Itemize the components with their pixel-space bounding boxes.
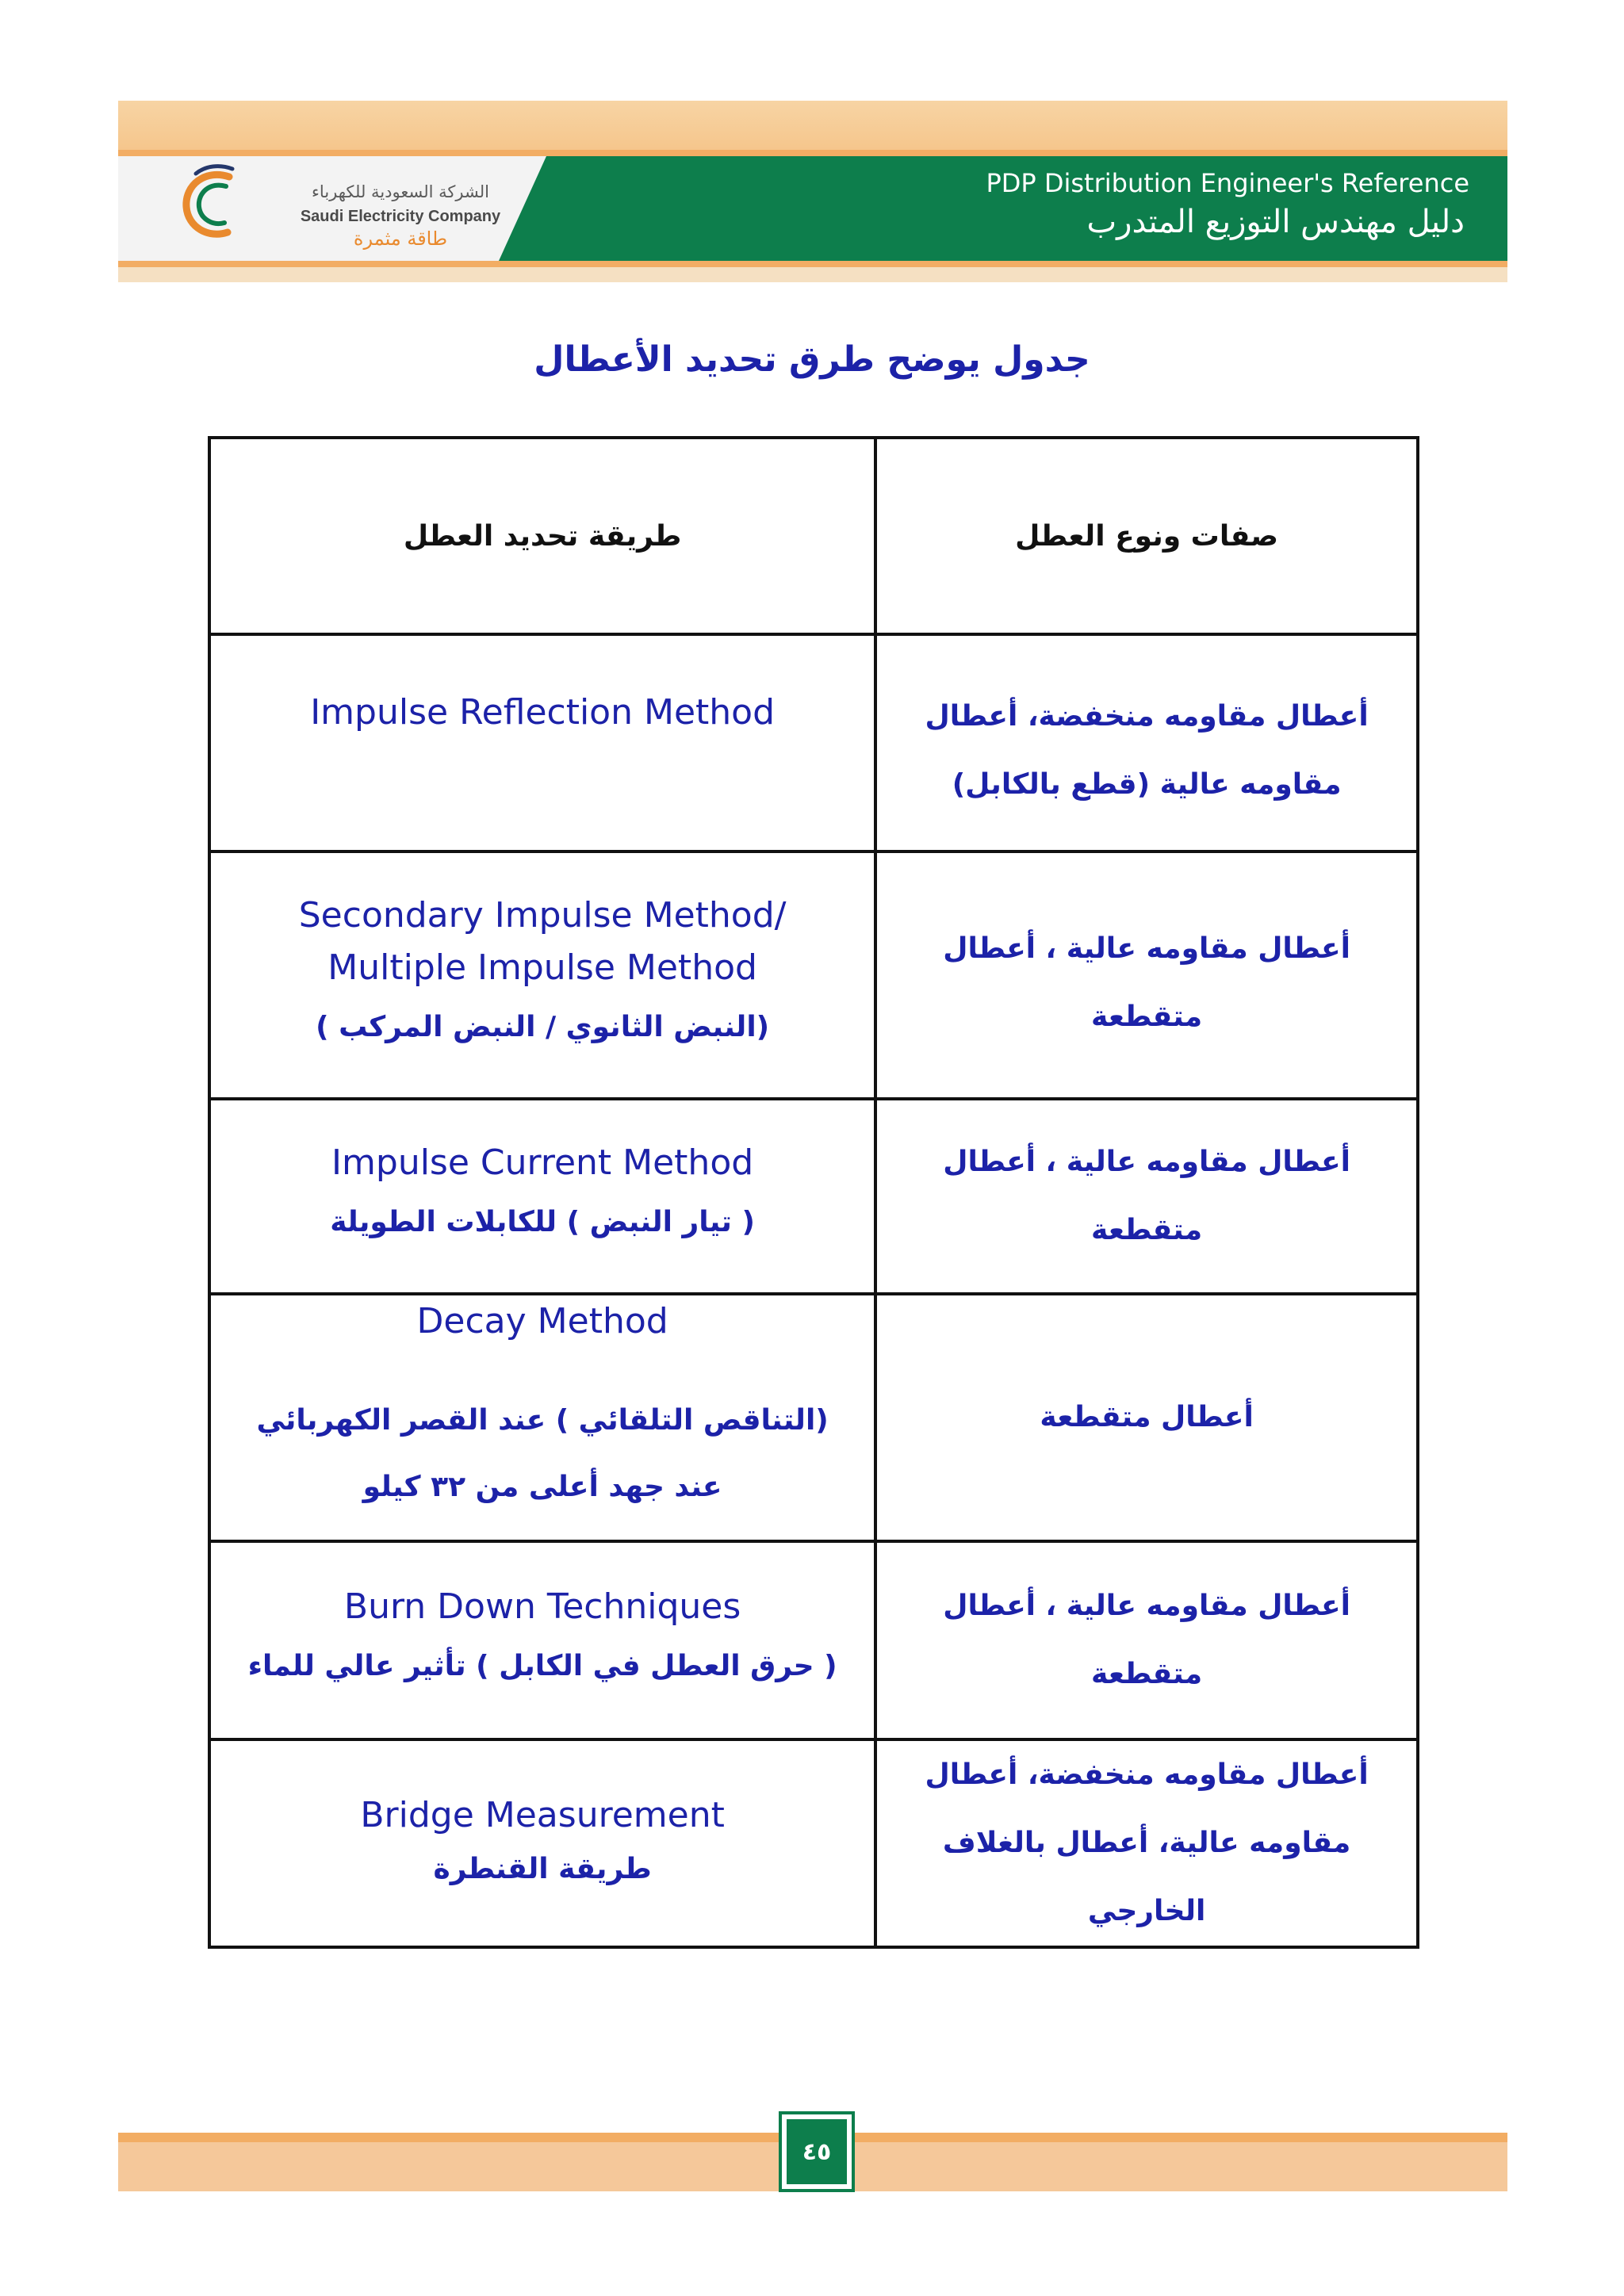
page-title: جدول يوضح طرق تحديد الأعطال xyxy=(534,339,1090,380)
method-en-line: Decay Method xyxy=(416,1301,668,1341)
fault-type-line: أعطال مقاومه عالية ، أعطال xyxy=(943,1590,1350,1622)
table-row xyxy=(209,1541,1418,1739)
method-ar-line: طريقة القنطرة xyxy=(433,1853,652,1885)
fault-type-cell xyxy=(875,1099,1418,1294)
fault-type-line: متقطعة xyxy=(1091,1001,1203,1033)
fault-type-line: متقطعة xyxy=(1091,1214,1203,1246)
fault-type-cell xyxy=(875,1739,1418,1947)
method-ar-line: ( تيار النبض ) للكابلات الطويلة xyxy=(330,1206,755,1238)
page-number: ٤٥ xyxy=(787,2119,847,2184)
fault-type-line: مقاومه عالية، أعطال بالغلاف xyxy=(942,1827,1351,1859)
header-english-title: PDP Distribution Engineer's Reference xyxy=(986,168,1469,198)
method-en-line: Multiple Impulse Method xyxy=(327,947,757,988)
fault-type-line: متقطعة xyxy=(1091,1658,1203,1690)
method-cell xyxy=(209,1739,875,1947)
method-en-line: Impulse Reflection Method xyxy=(310,692,775,733)
header-top-band xyxy=(118,101,1507,150)
fault-type-line: أعطال متقطعة xyxy=(1040,1401,1254,1433)
method-ar-line: (النبض الثانوي / النبض المركب ) xyxy=(316,1011,770,1043)
method-cell xyxy=(209,634,875,851)
method-ar-line: عند جهد أعلى من ٣٢ كيلو xyxy=(362,1471,722,1503)
method-ar-line: ( حرق العطل في الكابل ) تأثير عالي للماء xyxy=(247,1650,837,1682)
table-row xyxy=(209,634,1418,851)
method-en-line: Impulse Current Method xyxy=(331,1142,754,1183)
company-tagline: طاقة مثمرة xyxy=(353,228,448,250)
fault-type-line: أعطال مقاومه منخفضة، أعطال xyxy=(925,1758,1369,1791)
header-fault-type: صفات ونوع العطل xyxy=(875,438,1418,634)
method-ar-line: (التناقص التلقائي ) عند القصر الكهربائي xyxy=(256,1404,829,1437)
method-en-line: Burn Down Techniques xyxy=(343,1586,741,1627)
fault-type-line: أعطال مقاومه عالية ، أعطال xyxy=(943,932,1350,965)
method-cell xyxy=(209,1541,875,1739)
table-row xyxy=(209,1099,1418,1294)
company-logo-icon xyxy=(174,163,245,246)
method-cell xyxy=(209,1099,875,1294)
fault-type-cell xyxy=(875,634,1418,851)
fault-type-line: الخارجي xyxy=(1087,1895,1206,1927)
table-header-row xyxy=(209,438,1418,634)
method-cell xyxy=(209,1294,875,1541)
fault-type-cell xyxy=(875,851,1418,1099)
table-row xyxy=(209,1294,1418,1541)
fault-type-cell xyxy=(875,1541,1418,1739)
method-en-line: Bridge Measurement xyxy=(360,1795,725,1835)
header-arabic-title: دليل مهندس التوزيع المتدرب xyxy=(1086,204,1465,240)
header-method: طريقة تحديد العطل xyxy=(209,438,875,634)
fault-location-methods-table xyxy=(208,436,1419,1949)
company-name-ar: الشركة السعودية للكهرباء xyxy=(312,182,489,201)
method-en-line: Secondary Impulse Method/ xyxy=(298,895,787,936)
company-name-en: Saudi Electricity Company xyxy=(300,208,501,225)
table-row xyxy=(209,851,1418,1099)
fault-type-line: مقاومه عالية (قطع بالكابل) xyxy=(952,768,1342,801)
page-header xyxy=(118,101,1507,282)
fault-type-cell xyxy=(875,1294,1418,1541)
fault-type-line: أعطال مقاومه منخفضة، أعطال xyxy=(925,700,1369,733)
page-number-box xyxy=(779,2111,855,2192)
method-cell xyxy=(209,851,875,1099)
header-bottom-rule xyxy=(118,261,1507,267)
fault-type-line: أعطال مقاومه عالية ، أعطال xyxy=(943,1146,1350,1178)
header-bottom-band xyxy=(118,267,1507,282)
table-row xyxy=(209,1739,1418,1947)
header-top-rule xyxy=(118,150,1507,156)
